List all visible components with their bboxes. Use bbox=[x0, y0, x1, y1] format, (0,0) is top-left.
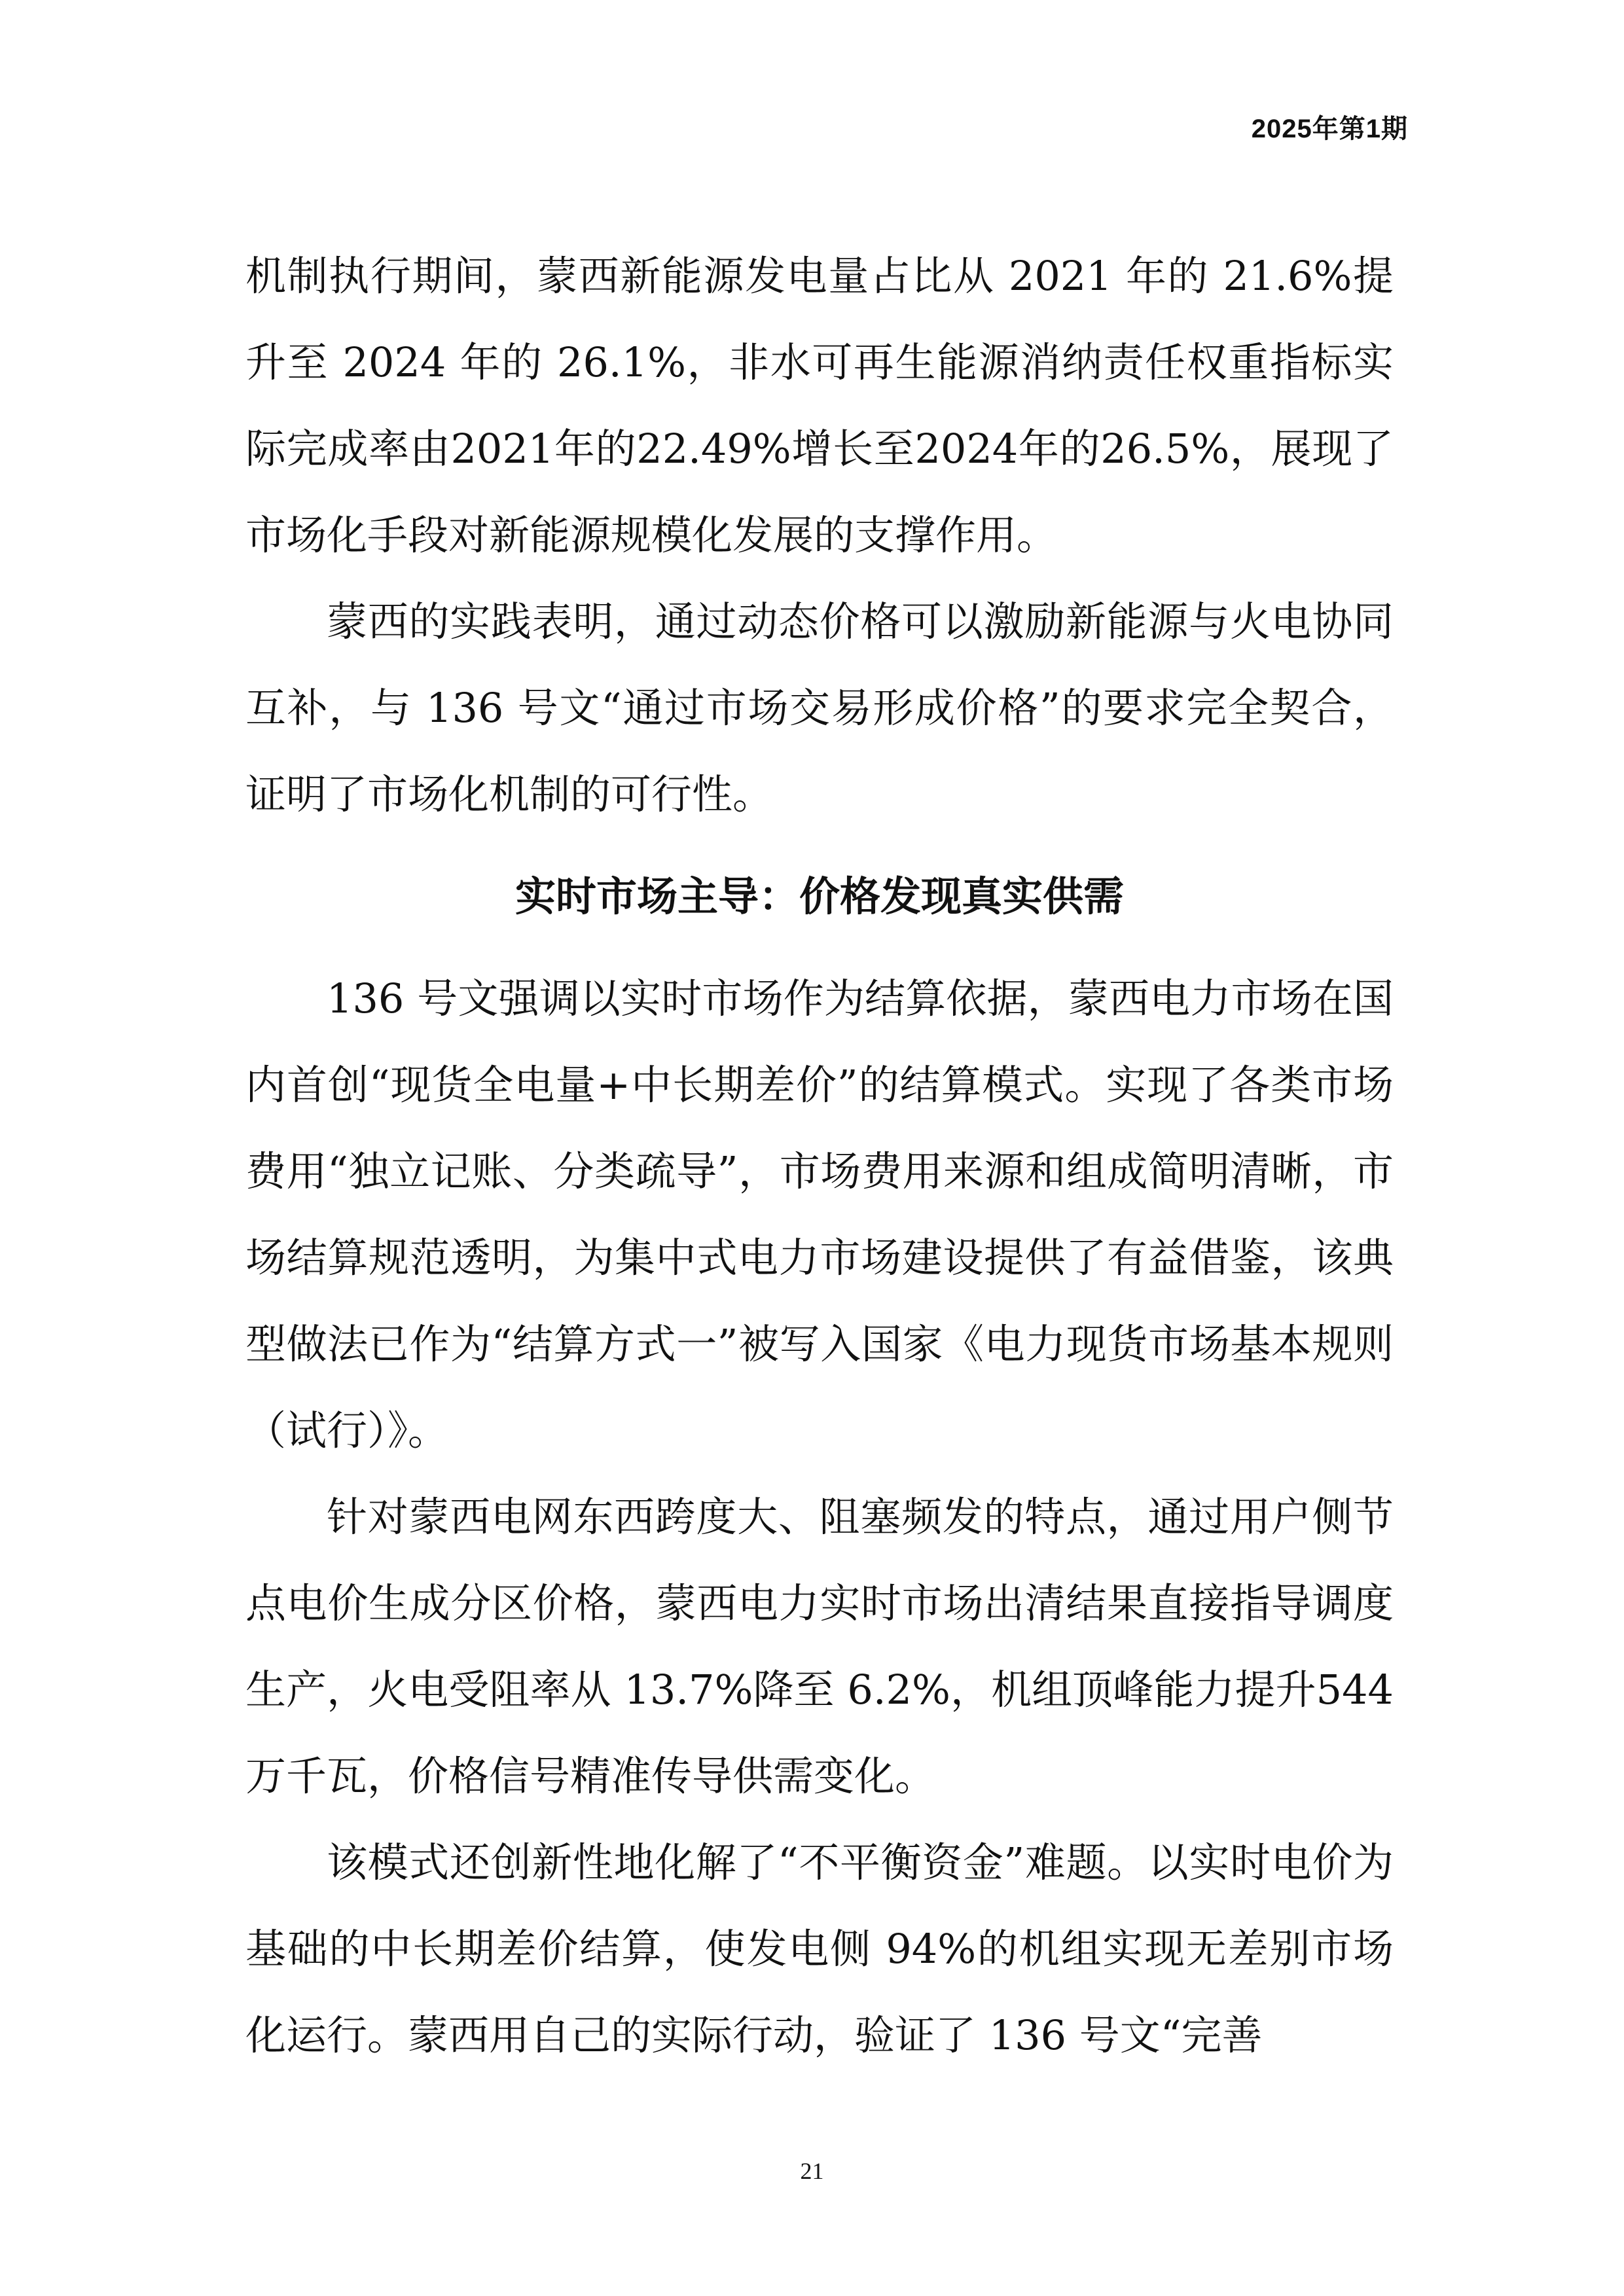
paragraph-continuation: 机制执行期间，蒙西新能源发电量占比从 2021 年的 21.6%提升至 2024 年的 26.1%，非水可再生能源消纳责任权重指标实际完成率由2021年的22.49%增长至2024年的26.5%，展现了市场化手段对新能源规模化发展的支撑作用。 bbox=[245, 252, 1394, 559]
issue-header: 2025年第1期 bbox=[1251, 115, 1408, 143]
paragraph: 蒙西的实践表明，通过动态价格可以激励新能源与火电协同互补，与 136 号文“通过市场交易形成价格”的要求完全契合，证明了市场化机制的可行性。 bbox=[245, 598, 1394, 818]
page-number: 21 bbox=[800, 2158, 824, 2184]
paragraph: 136 号文强调以实时市场作为结算依据，蒙西电力市场在国内首创“现货全电量+中长期差价”的结算模式。实现了各类市场费用“独立记账、分类疏导”，市场费用来源和组成简明清晰，市场结算规范透明，为集中式电力市场建设提供了有益借鉴，该典型做法已作为“结算方式一”被写入国家《电力现货市场基本规则（试行）》。 bbox=[245, 975, 1394, 1454]
section-heading: 实时市场主导：价格发现真实供需 bbox=[514, 872, 1124, 920]
paragraph: 该模式还创新性地化解了“不平衡资金”难题。以实时电价为基础的中长期差价结算，使发电侧 94%的机组实现无差别市场化运行。蒙西用自己的实际行动，验证了 136 号文“完善 bbox=[245, 1839, 1394, 2059]
article-body bbox=[245, 233, 1394, 2079]
paragraph: 针对蒙西电网东西跨度大、阻塞频发的特点，通过用户侧节点电价生成分区价格，蒙西电力实时市场出清结果直接指导调度生产，火电受阻率从 13.7%降至 6.2%，机组顶峰能力提升544 万千瓦，价格信号精准传导供需变化。 bbox=[245, 1493, 1394, 1800]
